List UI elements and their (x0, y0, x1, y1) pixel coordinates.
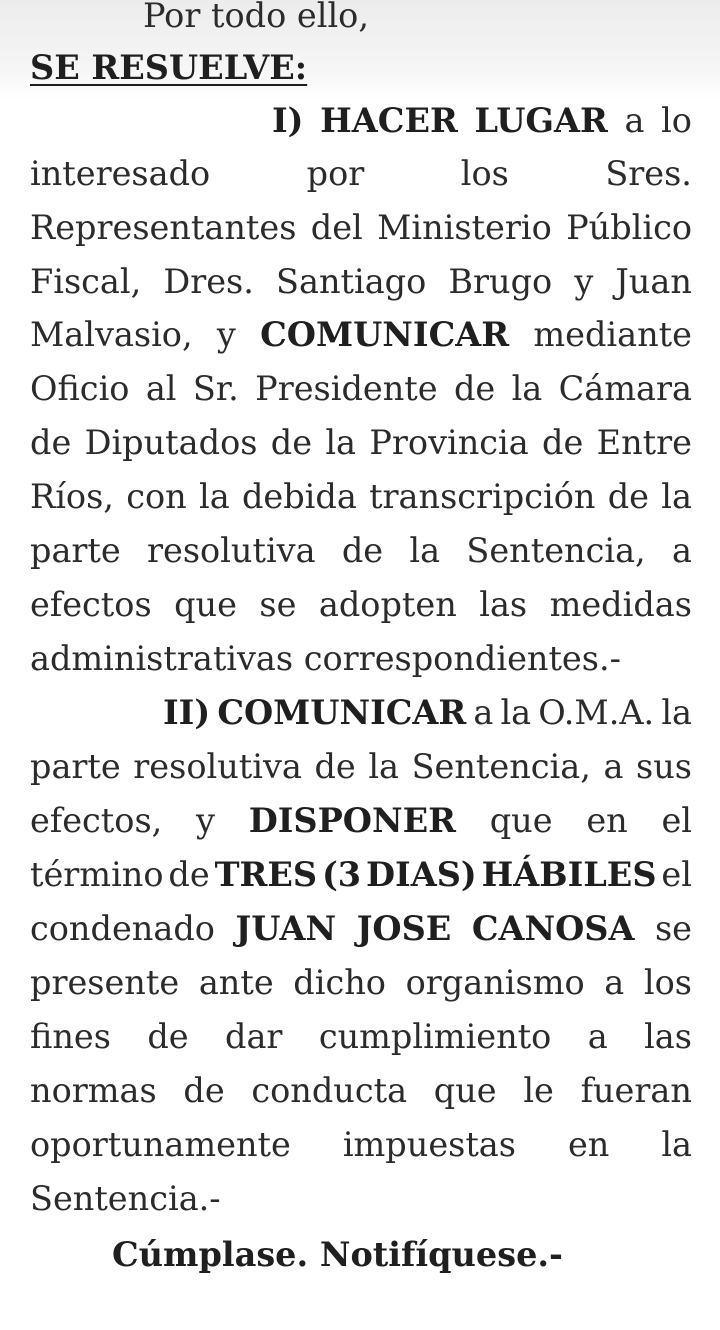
word: la (500, 693, 532, 732)
p1-line-8 (30, 477, 692, 517)
word: que (489, 801, 553, 840)
word: lo (661, 101, 692, 140)
word: fueran (580, 1071, 692, 1110)
word: de (183, 1071, 225, 1110)
word: las (479, 585, 528, 624)
word: Cámara (558, 369, 692, 408)
word: de (314, 747, 356, 786)
word: el (661, 855, 692, 894)
word: la (661, 1125, 692, 1164)
word: la (409, 531, 441, 570)
p1-line-10 (30, 585, 692, 625)
word: O.M.A. (538, 693, 655, 732)
word: al (145, 369, 177, 408)
word: de (607, 477, 649, 516)
word: Sres. (605, 154, 692, 193)
p1-line-1 (272, 101, 692, 141)
word: de (270, 423, 313, 462)
word: medidas (549, 585, 692, 624)
word: Santiago (276, 262, 427, 301)
word: fines (30, 1017, 111, 1056)
word: sus (636, 747, 692, 786)
p2-line-4 (30, 855, 692, 895)
word: de (453, 369, 496, 408)
word: los (460, 154, 509, 193)
word: Representantes (30, 208, 297, 247)
word: JUAN (235, 909, 337, 948)
word: del (310, 208, 363, 247)
word: transcripción (369, 477, 596, 516)
word: le (523, 1071, 554, 1110)
word: Entre (596, 423, 692, 462)
word: resolutiva (133, 747, 302, 786)
word: de (542, 423, 584, 462)
p2-line-2 (30, 747, 692, 787)
word: se (259, 585, 297, 624)
word: interesado (30, 154, 211, 193)
word: resolutiva (147, 531, 316, 570)
word: parte (30, 747, 121, 786)
word: y (216, 315, 236, 354)
word: efectos (30, 585, 152, 624)
word: a (587, 1017, 608, 1056)
word: Público (566, 208, 692, 247)
word: Diputados (84, 423, 258, 462)
word: efectos, (30, 801, 163, 840)
word: dar (225, 1017, 283, 1056)
word: COMUNICAR (260, 315, 510, 354)
word: la (661, 477, 692, 516)
word: de (341, 531, 384, 570)
word: a (603, 747, 624, 786)
word: Presidente (255, 369, 438, 408)
p2-line-1 (163, 693, 692, 733)
closing-line (112, 1235, 563, 1275)
word: y (574, 262, 594, 301)
word: ante (198, 963, 274, 1002)
intro-line: Por todo ello, (143, 0, 369, 35)
word: conducta (251, 1071, 408, 1110)
word: COMUNICAR (217, 693, 467, 732)
word: mediante (533, 315, 692, 354)
word: II) (163, 693, 211, 732)
p1-line-7 (30, 423, 692, 463)
word: por (306, 154, 365, 193)
word: parte (30, 531, 121, 570)
p1-line-9 (30, 531, 692, 571)
word: se (654, 909, 692, 948)
p2-line-8 (30, 1071, 692, 1111)
p1-line-2 (30, 154, 692, 194)
word: I) (272, 101, 304, 140)
word: de (30, 423, 72, 462)
word: debida (241, 477, 357, 516)
p2-line-9 (30, 1125, 692, 1165)
word: normas (30, 1071, 157, 1110)
word: la (511, 369, 543, 408)
word: la (661, 693, 692, 732)
word: Juan (615, 262, 692, 301)
word: JOSE (356, 909, 452, 948)
word: Brugo (448, 262, 553, 301)
word: y (196, 801, 215, 840)
word: que (433, 1071, 497, 1110)
p2-line-3 (30, 801, 692, 841)
word: organismo (405, 963, 585, 1002)
word: dicho (293, 963, 386, 1002)
word: CANOSA (471, 909, 635, 948)
word: la (368, 747, 399, 786)
word: presente (30, 963, 180, 1002)
word: DISPONER (248, 801, 456, 840)
p2-line-5 (30, 909, 692, 949)
word: que (174, 585, 237, 624)
word: en (586, 801, 628, 840)
p2-line-7 (30, 1017, 692, 1057)
word: Sr. (192, 369, 239, 408)
word: el (661, 801, 692, 840)
word: la (325, 423, 357, 462)
word: Fiscal, (30, 262, 142, 301)
word: de (147, 1017, 189, 1056)
word: oportunamente (30, 1125, 291, 1164)
word: Sentencia, (411, 747, 591, 786)
word: de (168, 855, 210, 894)
word: impuestas (342, 1125, 516, 1164)
word: HÁBILES (481, 855, 657, 894)
word: condenado (30, 909, 215, 948)
word: Sentencia, (466, 531, 646, 570)
word: LUGAR (474, 101, 608, 140)
resolution-heading: SE RESUELVE: (30, 48, 308, 87)
p1-line-5 (30, 315, 692, 355)
word: TRES (214, 855, 318, 894)
p2-line-10: Sentencia.- (30, 1179, 221, 1218)
p1-line-3 (30, 208, 692, 248)
word: cumplimiento (318, 1017, 552, 1056)
word: a (671, 531, 692, 570)
word: con (126, 477, 187, 516)
p1-line-6 (30, 369, 692, 409)
word: DIAS) (365, 855, 477, 894)
word: (3 (321, 855, 362, 894)
closing-formula: Cúmplase. Notifíquese.- (112, 1235, 563, 1274)
p1-line-4 (30, 262, 692, 302)
word: Malvasio, (30, 315, 193, 354)
word: adopten (318, 585, 457, 624)
word: Provincia (369, 423, 529, 462)
p1-line-11: administrativas correspondientes.- (30, 639, 621, 678)
word: Oficio (30, 369, 130, 408)
word: a (604, 963, 625, 1002)
word: término (30, 855, 164, 894)
word: Ríos, (30, 477, 114, 516)
word: a (473, 693, 494, 732)
word: en (567, 1125, 610, 1164)
heading (30, 48, 307, 88)
word: Ministerio (377, 208, 552, 247)
word: la (199, 477, 230, 516)
word: las (644, 1017, 692, 1056)
word: a (624, 101, 645, 140)
p2-line-6 (30, 963, 692, 1003)
word: HACER (320, 101, 458, 140)
word: los (643, 963, 692, 1002)
word: Dres. (163, 262, 254, 301)
